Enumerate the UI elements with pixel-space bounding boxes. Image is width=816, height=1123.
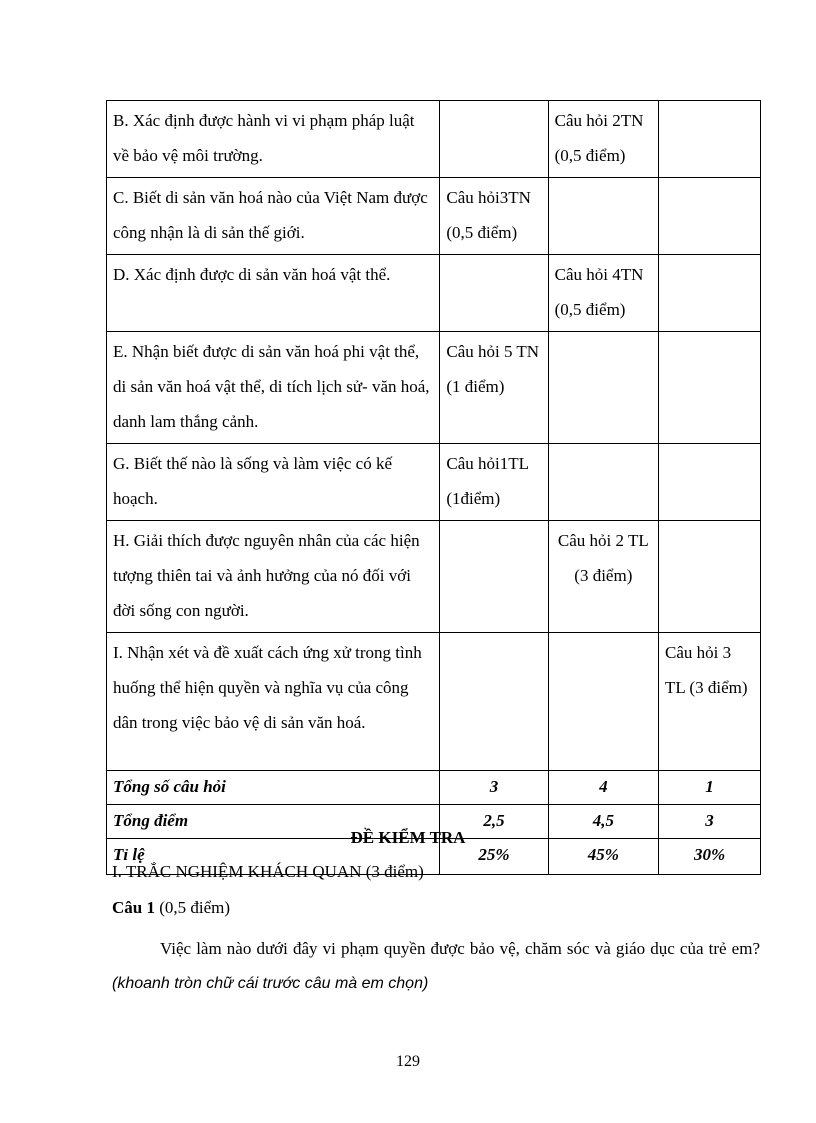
summary-label: Tỉ lệ: [107, 839, 440, 875]
level3-cell: [659, 178, 761, 255]
level2-cell: Câu hỏi 4TN (0,5 điểm): [548, 255, 658, 332]
level3-cell: [659, 255, 761, 332]
table-row: [107, 633, 761, 771]
summary-value: 30%: [659, 839, 761, 875]
summary-value: 3: [659, 805, 761, 839]
table-row: [107, 178, 761, 255]
level3-cell: [659, 521, 761, 633]
level3-cell: [659, 332, 761, 444]
level1-cell: [440, 633, 548, 771]
table-row: [107, 444, 761, 521]
level2-cell: [548, 178, 658, 255]
level1-cell: [440, 101, 548, 178]
exam-title: ĐỀ KIỂM TRA: [350, 828, 466, 847]
level2-cell: Câu hỏi 2 TL (3 điểm): [548, 521, 658, 633]
summary-value: 4: [548, 771, 658, 805]
topic-cell: D. Xác định được di sản văn hoá vật thể.: [107, 255, 440, 332]
summary-value: 4,5: [548, 805, 658, 839]
question-heading: [112, 898, 230, 918]
question-body: Việc làm nào dưới đây vi phạm quyền được bảo vệ, chăm sóc và giáo dục của trẻ em?: [160, 939, 760, 958]
topic-cell: G. Biết thế nào là sống và làm việc có kế hoạch.: [107, 444, 440, 521]
level1-cell: Câu hỏi3TN (0,5 điểm): [440, 178, 548, 255]
summary-value: 3: [440, 771, 548, 805]
level2-cell: [548, 444, 658, 521]
topic-cell: H. Giải thích được nguyên nhân của các hiện tượng thiên tai và ảnh hưởng của nó đối với đời sống con người.: [107, 521, 440, 633]
level2-cell: [548, 332, 658, 444]
summary-value: 2,5: [440, 805, 548, 839]
summary-value: 1: [659, 771, 761, 805]
table-row: [107, 101, 761, 178]
table-row: [107, 521, 761, 633]
summary-label: Tổng điểm: [107, 805, 440, 839]
section-heading: I. TRẮC NGHIỆM KHÁCH QUAN (3 điểm): [112, 862, 424, 881]
level3-cell: [659, 444, 761, 521]
level2-cell: [548, 633, 658, 771]
topic-cell: E. Nhận biết được di sản văn hoá phi vật thể, di sản văn hoá vật thể, di tích lịch sử- văn hoá, danh lam thắng cảnh.: [107, 332, 440, 444]
level1-cell: [440, 255, 548, 332]
table-row: [107, 255, 761, 332]
level1-cell: [440, 521, 548, 633]
summary-row-question-count: [107, 771, 761, 805]
question-label: Câu 1: [112, 898, 155, 917]
level3-cell: [659, 101, 761, 178]
topic-cell: B. Xác định được hành vi vi phạm pháp luật về bảo vệ môi trường.: [107, 101, 440, 178]
summary-value: 25%: [440, 839, 548, 875]
level2-cell: Câu hỏi 2TN (0,5 điểm): [548, 101, 658, 178]
topic-cell: I. Nhận xét và đề xuất cách ứng xử trong tình huống thể hiện quyền và nghĩa vụ của công dân trong việc bảo vệ di sản văn hoá.: [107, 633, 440, 771]
topic-cell: C. Biết di sản văn hoá nào của Việt Nam được công nhận là di sản thế giới.: [107, 178, 440, 255]
level1-cell: Câu hỏi1TL (1điểm): [440, 444, 548, 521]
summary-value: 45%: [548, 839, 658, 875]
exam-matrix-table: [106, 100, 761, 875]
question-hint: (khoanh tròn chữ cái trước câu mà em chọn): [112, 975, 429, 992]
level3-cell: Câu hỏi 3 TL (3 điểm): [659, 633, 761, 771]
question-points: (0,5 điểm): [154, 898, 231, 917]
question-text: [112, 932, 760, 1001]
page-number: 129: [396, 1053, 420, 1070]
table-row: [107, 332, 761, 444]
level1-cell: Câu hỏi 5 TN (1 điểm): [440, 332, 548, 444]
summary-label: Tổng số câu hỏi: [107, 771, 440, 805]
